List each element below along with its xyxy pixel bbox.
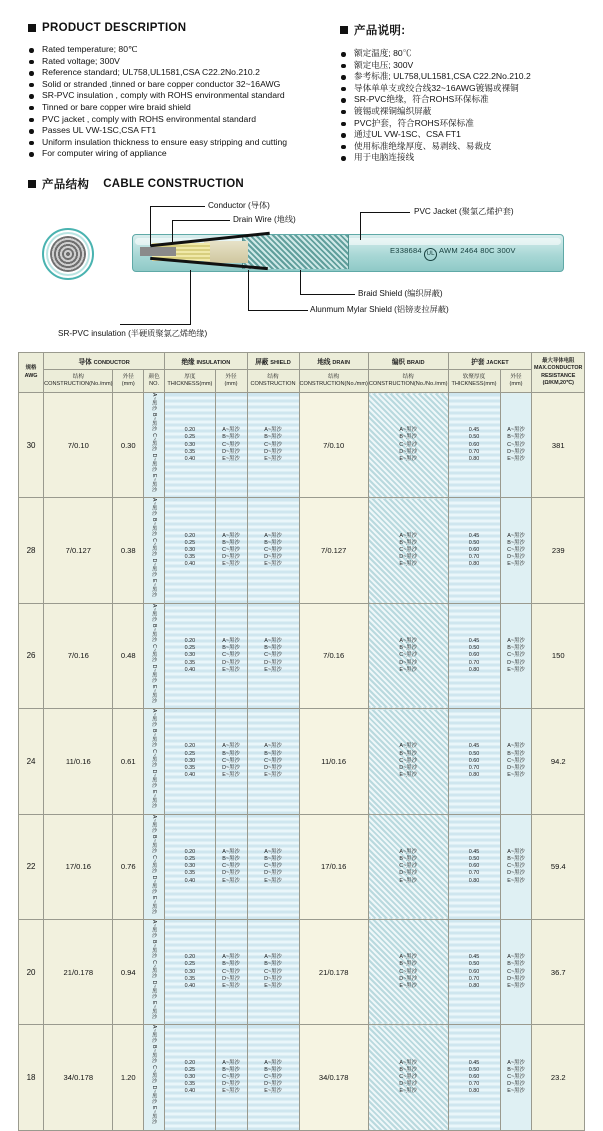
- list-item: Solid or stranded ,tinned or bare copper conductor 32~16AWG: [28, 79, 308, 91]
- product-description-cn-list: [340, 48, 590, 164]
- cell-drain-construction: 17/0.16: [299, 814, 368, 919]
- cell-jacket-thickness: 0.45 0.50 0.60 0.70 0.80: [448, 393, 500, 498]
- mylar-shield-layer: [204, 241, 248, 263]
- group-drain: [299, 353, 368, 370]
- bullet-square-icon: [28, 24, 36, 32]
- cell-insulation-od: A~黑沙 B~黑沙 C~黑沙 D~黑沙 E~黑沙: [215, 1025, 247, 1130]
- cell-color-no: A~黑沙 B~黑沙 C~黑沙 D~黑沙 E~黑沙: [144, 709, 165, 814]
- list-item: Uniform insulation thickness to ensure easy stripping and cutting: [28, 137, 308, 149]
- product-description-list: [28, 44, 308, 160]
- group-shield-cn: 屏蔽: [255, 359, 269, 366]
- cell-jacket-od: A~黑沙 B~黑沙 C~黑沙 D~黑沙 E~黑沙: [500, 1025, 532, 1130]
- cell-awg: 30: [19, 393, 44, 498]
- group-shield: [247, 353, 299, 370]
- ul-file-number: E338684: [390, 246, 422, 255]
- subheader-braid-construction: [368, 370, 448, 393]
- list-item: 使用标准绝缘厚度、易剥线、易裁皮: [340, 141, 590, 153]
- cell-color-no: A~黑沙 B~黑沙 C~黑沙 D~黑沙 E~黑沙: [144, 393, 165, 498]
- list-item: 参考标准; UL758,UL1581,CSA C22.2No.210.2: [340, 71, 590, 83]
- cell-drain-construction: 7/0.10: [299, 393, 368, 498]
- cell-insulation-thickness: 0.20 0.25 0.30 0.35 0.40: [165, 393, 215, 498]
- subheader-drain-construction-cn: 结构: [328, 374, 340, 380]
- cell-conductor-construction: 34/0.178: [44, 1025, 113, 1130]
- cell-insulation-od: A~黑沙 B~黑沙 C~黑沙 D~黑沙 E~黑沙: [215, 709, 247, 814]
- cable-construction-diagram: [0, 192, 603, 340]
- bullet-square-icon: [340, 26, 348, 34]
- bullet-square-icon: [28, 180, 36, 188]
- cell-color-no: A~黑沙 B~黑沙 C~黑沙 D~黑沙 E~黑沙: [144, 919, 165, 1024]
- group-jacket-en: JACKET: [486, 360, 509, 366]
- list-item: PVC jacket , comply with ROHS environmental standard: [28, 114, 308, 126]
- subheader-color-no-cn: 颜色: [148, 374, 160, 380]
- cell-awg: 24: [19, 709, 44, 814]
- cell-awg: 22: [19, 814, 44, 919]
- cell-shield-construction: A~黑沙 B~黑沙 C~黑沙 D~黑沙 E~黑沙: [247, 1025, 299, 1130]
- cell-jacket-od: A~黑沙 B~黑沙 C~黑沙 D~黑沙 E~黑沙: [500, 393, 532, 498]
- cross-section-core: [50, 236, 86, 272]
- cell-resistance: 94.2: [532, 709, 585, 814]
- group-drain-cn: 地线: [317, 359, 331, 366]
- group-insulation: [165, 353, 247, 370]
- label-insulation: SR-PVC insulation (半硬质聚氯乙烯绝缘): [58, 329, 208, 338]
- group-conductor: [44, 353, 165, 370]
- group-drain-en: DRAIN: [332, 360, 351, 366]
- cable-construction-heading: [28, 176, 244, 192]
- cell-braid-construction: A~黑沙 B~黑沙 C~黑沙 D~黑沙 E~黑沙: [368, 919, 448, 1024]
- cell-color-no: A~黑沙 B~黑沙 C~黑沙 D~黑沙 E~黑沙: [144, 603, 165, 708]
- cell-conductor-construction: 21/0.178: [44, 919, 113, 1024]
- cell-drain-construction: 11/0.16: [299, 709, 368, 814]
- cell-braid-construction: A~黑沙 B~黑沙 C~黑沙 D~黑沙 E~黑沙: [368, 393, 448, 498]
- table-row: [19, 919, 585, 1024]
- subheader-insulation-thickness: [165, 370, 215, 393]
- group-jacket: [448, 353, 532, 370]
- cell-conductor-construction: 7/0.16: [44, 603, 113, 708]
- cell-resistance: 59.4: [532, 814, 585, 919]
- cell-insulation-thickness: 0.20 0.25 0.30 0.35 0.40: [165, 709, 215, 814]
- cell-insulation-od: A~黑沙 B~黑沙 C~黑沙 D~黑沙 E~黑沙: [215, 393, 247, 498]
- leader-line-mylar: [248, 270, 249, 310]
- specification-table: [18, 352, 585, 1131]
- cell-braid-construction: A~黑沙 B~黑沙 C~黑沙 D~黑沙 E~黑沙: [368, 603, 448, 708]
- product-description-heading: [28, 22, 308, 34]
- cell-jacket-thickness: 0.45 0.50 0.60 0.70 0.80: [448, 709, 500, 814]
- cell-braid-construction: A~黑沙 B~黑沙 C~黑沙 D~黑沙 E~黑沙: [368, 498, 448, 603]
- product-description-block: [28, 22, 308, 160]
- cell-shield-construction: A~黑沙 B~黑沙 C~黑沙 D~黑沙 E~黑沙: [247, 709, 299, 814]
- subheader-insulation-od-en: (mm): [224, 381, 238, 387]
- subheader-braid-construction-en: CONSTRUCTION(No./No./mm): [368, 381, 448, 387]
- cell-jacket-od: A~黑沙 B~黑沙 C~黑沙 D~黑沙 E~黑沙: [500, 603, 532, 708]
- list-item: Rated voltage; 300V: [28, 56, 308, 68]
- product-description-title: PRODUCT DESCRIPTION: [42, 22, 187, 34]
- cell-drain-construction: 34/0.178: [299, 1025, 368, 1130]
- list-item: 导体单单支或绞合线32~16AWG镀锡或裸铜: [340, 83, 590, 95]
- cell-color-no: A~黑沙 B~黑沙 C~黑沙 D~黑沙 E~黑沙: [144, 498, 165, 603]
- table-row: [19, 603, 585, 708]
- table-subheader-row: [19, 370, 585, 393]
- conductor-layer: [140, 247, 176, 256]
- leader-line-conductor-h: [150, 206, 205, 207]
- cell-conductor-construction: 11/0.16: [44, 709, 113, 814]
- header-awg-en: AWG: [24, 372, 38, 379]
- group-braid-cn: 编织: [391, 359, 405, 366]
- cell-shield-construction: A~黑沙 B~黑沙 C~黑沙 D~黑沙 E~黑沙: [247, 393, 299, 498]
- cell-conductor-od: 0.30: [113, 393, 144, 498]
- subheader-conductor-od: [113, 370, 144, 393]
- subheader-jacket-thickness-cn: 软聚厚度: [462, 374, 486, 380]
- list-item: 额定电压; 300V: [340, 60, 590, 72]
- label-braid-shield: Braid Shield (编织屏蔽): [358, 289, 443, 298]
- cell-shield-construction: A~黑沙 B~黑沙 C~黑沙 D~黑沙 E~黑沙: [247, 603, 299, 708]
- cell-insulation-thickness: 0.20 0.25 0.30 0.35 0.40: [165, 814, 215, 919]
- label-drain-wire: Drain Wire (地线): [233, 215, 296, 224]
- cell-resistance: 23.2: [532, 1025, 585, 1130]
- subheader-jacket-od-cn: 外径: [510, 374, 522, 380]
- cell-jacket-od: A~黑沙 B~黑沙 C~黑沙 D~黑沙 E~黑沙: [500, 498, 532, 603]
- subheader-shield-construction: [247, 370, 299, 393]
- cable-construction-title-en: CABLE CONSTRUCTION: [103, 178, 245, 190]
- label-mylar-shield: Alunmum Mylar Shield (铝镑麦拉屏蔽): [310, 305, 449, 314]
- group-conductor-cn: 导体: [78, 359, 92, 366]
- cell-jacket-od: A~黑沙 B~黑沙 C~黑沙 D~黑沙 E~黑沙: [500, 919, 532, 1024]
- cell-resistance: 150: [532, 603, 585, 708]
- cell-jacket-thickness: 0.45 0.50 0.60 0.70 0.80: [448, 919, 500, 1024]
- group-insulation-cn: 绝缘: [181, 359, 195, 366]
- braid-shield-layer: [242, 235, 349, 269]
- cell-conductor-construction: 7/0.127: [44, 498, 113, 603]
- cell-insulation-od: A~黑沙 B~黑沙 C~黑沙 D~黑沙 E~黑沙: [215, 498, 247, 603]
- table-row: [19, 498, 585, 603]
- subheader-drain-construction-en: CONSTRUCTION(No./mm): [299, 381, 368, 387]
- subheader-conductor-construction-cn: 结构: [72, 374, 84, 380]
- leader-line-jacket: [360, 212, 361, 240]
- cell-color-no: A~黑沙 B~黑沙 C~黑沙 D~黑沙 E~黑沙: [144, 814, 165, 919]
- cell-conductor-od: 0.94: [113, 919, 144, 1024]
- subheader-jacket-od: [500, 370, 532, 393]
- header-resistance: [532, 353, 585, 393]
- cell-conductor-od: 0.38: [113, 498, 144, 603]
- cable-print-legend: [390, 246, 516, 261]
- leader-line-braid: [300, 270, 301, 294]
- group-braid-en: BRAID: [406, 360, 425, 366]
- subheader-color-no-en: NO.: [149, 381, 160, 387]
- group-conductor-en: CONDUCTOR: [93, 360, 130, 366]
- cell-insulation-od: A~黑沙 B~黑沙 C~黑沙 D~黑沙 E~黑沙: [215, 919, 247, 1024]
- cell-jacket-od: A~黑沙 B~黑沙 C~黑沙 D~黑沙 E~黑沙: [500, 814, 532, 919]
- cell-shield-construction: A~黑沙 B~黑沙 C~黑沙 D~黑沙 E~黑沙: [247, 498, 299, 603]
- product-description-cn-heading: [340, 22, 590, 38]
- cell-awg: 20: [19, 919, 44, 1024]
- leader-line-conductor: [150, 206, 151, 246]
- subheader-insulation-thickness-cn: 厚度: [184, 374, 196, 380]
- header-resistance-en: MAX.CONDUCTOR RESISTANCE (Ω/KM,20℃): [534, 365, 583, 386]
- group-jacket-cn: 护套: [471, 359, 485, 366]
- subheader-conductor-od-cn: 外径: [122, 374, 134, 380]
- product-description-cn-block: [340, 22, 590, 164]
- subheader-shield-construction-en: CONSTRUCTION: [250, 381, 296, 387]
- cell-drain-construction: 21/0.178: [299, 919, 368, 1024]
- subheader-drain-construction: [299, 370, 368, 393]
- cell-insulation-thickness: 0.20 0.25 0.30 0.35 0.40: [165, 1025, 215, 1130]
- subheader-conductor-od-en: (mm): [121, 381, 135, 387]
- table-row: [19, 709, 585, 814]
- cell-resistance: 381: [532, 393, 585, 498]
- leader-line-drain-h: [172, 220, 230, 221]
- cell-resistance: 36.7: [532, 919, 585, 1024]
- cell-jacket-thickness: 0.45 0.50 0.60 0.70 0.80: [448, 498, 500, 603]
- leader-line-jacket-h: [360, 212, 410, 213]
- list-item: Tinned or bare copper wire braid shield: [28, 102, 308, 114]
- cell-insulation-thickness: 0.20 0.25 0.30 0.35 0.40: [165, 603, 215, 708]
- subheader-color-no: [144, 370, 165, 393]
- subheader-insulation-od: [215, 370, 247, 393]
- table-row: [19, 814, 585, 919]
- cross-section-illustration: [42, 228, 94, 280]
- cell-braid-construction: A~黑沙 B~黑沙 C~黑沙 D~黑沙 E~黑沙: [368, 709, 448, 814]
- subheader-conductor-construction-en: CONSTRUCTION(No./mm): [44, 381, 113, 387]
- list-item: 额定温度; 80℃: [340, 48, 590, 60]
- cable-rating-text: AWM 2464 80C 300V: [439, 246, 516, 255]
- leader-line-mylar-h: [248, 310, 308, 311]
- cell-braid-construction: A~黑沙 B~黑沙 C~黑沙 D~黑沙 E~黑沙: [368, 814, 448, 919]
- cell-conductor-construction: 7/0.10: [44, 393, 113, 498]
- cell-jacket-thickness: 0.45 0.50 0.60 0.70 0.80: [448, 1025, 500, 1130]
- subheader-jacket-thickness: [448, 370, 500, 393]
- cell-shield-construction: A~黑沙 B~黑沙 C~黑沙 D~黑沙 E~黑沙: [247, 814, 299, 919]
- cell-drain-construction: 7/0.127: [299, 498, 368, 603]
- cell-awg: 28: [19, 498, 44, 603]
- cable-illustration: [132, 234, 562, 270]
- table-group-header-row: [19, 353, 585, 370]
- list-item: 用于电脑连接线: [340, 152, 590, 164]
- subheader-insulation-thickness-en: THICKNESS(mm): [167, 381, 213, 387]
- group-braid: [368, 353, 448, 370]
- cell-braid-construction: A~黑沙 B~黑沙 C~黑沙 D~黑沙 E~黑沙: [368, 1025, 448, 1130]
- cell-jacket-thickness: 0.45 0.50 0.60 0.70 0.80: [448, 814, 500, 919]
- cell-awg: 18: [19, 1025, 44, 1130]
- subheader-jacket-od-en: (mm): [509, 381, 523, 387]
- product-description-cn-title: 产品说明:: [354, 25, 406, 37]
- cable-construction-title-cn: 产品结构: [42, 179, 90, 191]
- list-item: 镀锡或裸铜编织屏蔽: [340, 106, 590, 118]
- subheader-jacket-thickness-en: THICKNESS(mm): [451, 381, 497, 387]
- list-item: Rated temperature; 80℃: [28, 44, 308, 56]
- group-shield-en: SHIELD: [270, 360, 291, 366]
- list-item: 通过UL VW-1SC、CSA FT1: [340, 129, 590, 141]
- leader-line-braid-h: [300, 294, 355, 295]
- list-item: PVC护套，符合ROHS环保标准: [340, 118, 590, 130]
- list-item: SR-PVC绝缘，符合ROHS环保标准: [340, 94, 590, 106]
- ul-mark-icon: UL: [424, 248, 437, 261]
- cell-resistance: 239: [532, 498, 585, 603]
- list-item: For computer wiring of appliance: [28, 148, 308, 160]
- cell-insulation-thickness: 0.20 0.25 0.30 0.35 0.40: [165, 498, 215, 603]
- cell-conductor-od: 0.48: [113, 603, 144, 708]
- label-jacket: PVC Jacket (聚氯乙烯护套): [414, 207, 514, 216]
- subheader-insulation-od-cn: 外径: [225, 374, 237, 380]
- cell-drain-construction: 7/0.16: [299, 603, 368, 708]
- table-row: [19, 393, 585, 498]
- cell-jacket-thickness: 0.45 0.50 0.60 0.70 0.80: [448, 603, 500, 708]
- cell-insulation-od: A~黑沙 B~黑沙 C~黑沙 D~黑沙 E~黑沙: [215, 814, 247, 919]
- subheader-braid-construction-cn: 结构: [402, 374, 414, 380]
- cell-insulation-thickness: 0.20 0.25 0.30 0.35 0.40: [165, 919, 215, 1024]
- header-awg-cn: 规格: [25, 365, 37, 372]
- cell-awg: 26: [19, 603, 44, 708]
- header-resistance-cn: 最大导体电阻: [542, 358, 575, 365]
- cell-conductor-od: 0.61: [113, 709, 144, 814]
- leader-line-insulation: [190, 270, 191, 324]
- cell-shield-construction: A~黑沙 B~黑沙 C~黑沙 D~黑沙 E~黑沙: [247, 919, 299, 1024]
- group-insulation-en: INSULATION: [196, 360, 231, 366]
- subheader-shield-construction-cn: 结构: [267, 374, 279, 380]
- cell-color-no: A~黑沙 B~黑沙 C~黑沙 D~黑沙 E~黑沙: [144, 1025, 165, 1130]
- table-body: [19, 393, 585, 1131]
- cell-jacket-od: A~黑沙 B~黑沙 C~黑沙 D~黑沙 E~黑沙: [500, 709, 532, 814]
- cell-conductor-od: 0.76: [113, 814, 144, 919]
- subheader-conductor-construction: [44, 370, 113, 393]
- cell-insulation-od: A~黑沙 B~黑沙 C~黑沙 D~黑沙 E~黑沙: [215, 603, 247, 708]
- label-conductor: Conductor (导体): [208, 201, 270, 210]
- list-item: Reference standard; UL758,UL1581,CSA C22.2No.210.2: [28, 67, 308, 79]
- header-awg: [19, 353, 44, 393]
- table-row: [19, 1025, 585, 1130]
- leader-line-drain: [172, 220, 173, 244]
- cell-conductor-od: 1.20: [113, 1025, 144, 1130]
- list-item: Passes UL VW-1SC,CSA FT1: [28, 125, 308, 137]
- leader-line-insulation-h: [120, 324, 191, 325]
- list-item: SR-PVC insulation , comply with ROHS environmental standard: [28, 90, 308, 102]
- cell-conductor-construction: 17/0.16: [44, 814, 113, 919]
